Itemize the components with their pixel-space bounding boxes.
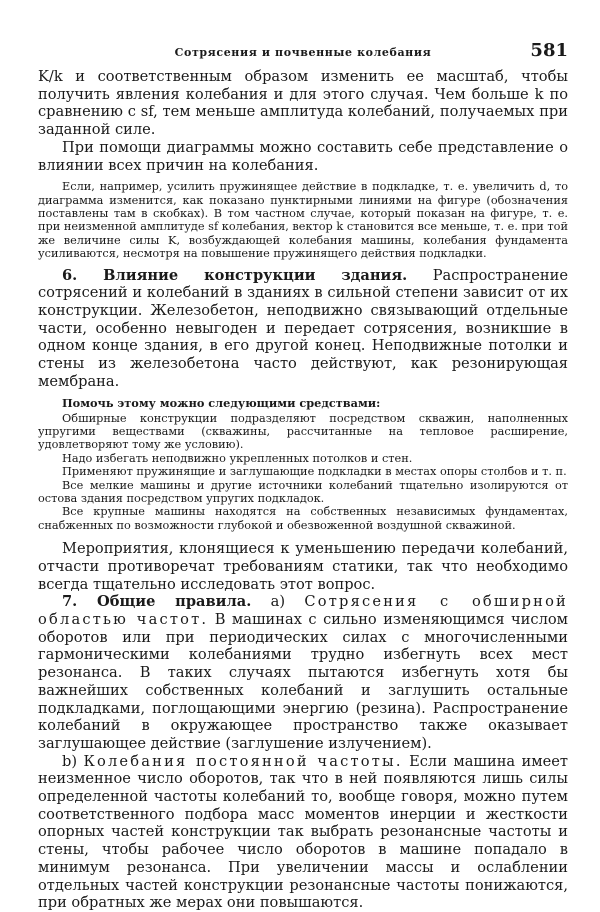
section-7b-body: Если машина имеет неизменное число оборотов, так что в ней появляются лишь силы определенной частоты колебаний то, вообще говоря, можно путем соответственного подбора масс моментов инерции и жесткости опорных частей конструкции так выбрать резонансные частоты и стены, чтобы рабочее число оборотов в машине попадало в минимум резонанса. При увеличении массы и ослаблении отдельных частей конструкции резонансные частоты понижаются, при обратных же мерах они повышаются.: [38, 752, 568, 912]
running-title: Сотрясения и почвенные колебания: [174, 46, 432, 59]
section-6: [38, 267, 568, 391]
section-7a-heading: Сотрясения с обширной областью частот.: [38, 593, 568, 629]
section-6-body: Распространение сотрясений и колебаний в зданиях в сильной степени зависит от их конструкции. Железобетон, неподвижно связывающий отдельные части, особенно невыгоден и передает сотрясения, возникшие в одном конце здания, в его другой конец. Неподвижные потолки и стены из железобетона часто действуют, как резонирующая мембрана.: [38, 266, 568, 390]
section-7: [38, 593, 568, 752]
note-paragraph: Если, например, усилить пружинящее действие в подкладке, т. е. увеличить d, то диаграмма изменится, как показано пунктирными линиями на фигуре (обозначения поставлены там в скобках). В том частном случае, который показан на фигуре, т. е. при неизменной амплитуде sf колебания, вектор k становится все меньше, т. е. при той же величине силы K, возбуждающей колебания машины, колебания фундамента усиливаются, несмотря на повышение пружинящего действия подкладки.: [38, 180, 568, 261]
book-page: [38, 40, 568, 912]
page-number: 581: [530, 40, 568, 61]
section-7b-heading: Колебания постоянной частоты.: [83, 752, 403, 770]
section-7a-label: a): [251, 593, 305, 611]
means-item-5: Все крупные машины находятся на собственных независимых фундаментах, снабженных по возможности глубокой и обезвоженной воздушной скважиной.: [38, 505, 568, 532]
means-item-4: Все мелкие машины и другие источники колебаний тщательно изолируются от остова здания посредством упругих подкладок.: [38, 478, 568, 506]
section-6-title: 6. Влияние конструкции здания.: [62, 266, 408, 284]
means-heading: Помочь этому можно следующими средствами:: [62, 395, 381, 410]
section-7b-label: b): [62, 752, 84, 770]
section-7b: [38, 753, 568, 912]
means-item-3: Применяют пружинящие и заглушающие подкладки в местах опоры столбов и т. п.: [62, 465, 567, 479]
paragraph-2: При помощи диаграммы можно составить себе представление о влиянии всех причин на колебания.: [38, 138, 568, 174]
paragraph-1: K/k и соответственным образом изменить ее масштаб, чтобы получить явления колебания и для этого случая. Чем больше k по сравнению с sf, тем меньше амплитуда колебаний, получаемых при заданной силе.: [38, 68, 568, 139]
running-header: [38, 40, 568, 68]
paragraph-3: Мероприятия, клонящиеся к уменьшению передачи колебаний, отчасти противоречат требованиям статики, так что необходимо всегда тщательно исследовать этот вопрос.: [38, 540, 568, 593]
section-7a-body: В машинах с сильно изменяющимся числом оборотов или при периодических силах с многочисленными гармоническими колебаниями трудно избегнуть всех мест резонанса. В таких случаях пытаются избегнуть хотя бы важнейших собственных колебаний и заглушить остальные подкладками, поглощающими энергию (резина). Распространение колебаний в окружающее пространство также оказывает заглушающее действие (заглушение излучением).: [38, 611, 568, 752]
section-7-title: 7. Общие правила.: [62, 593, 252, 611]
means-item-1: Обширные конструкции подразделяют посредством скважин, наполненных упругими веществами (скважины, рассчитанные на тепловое расширение, удовлетворяют тому же условию).: [38, 411, 568, 452]
means-item-2: Надо избегать неподвижно укрепленных потолков и стен.: [62, 451, 413, 465]
